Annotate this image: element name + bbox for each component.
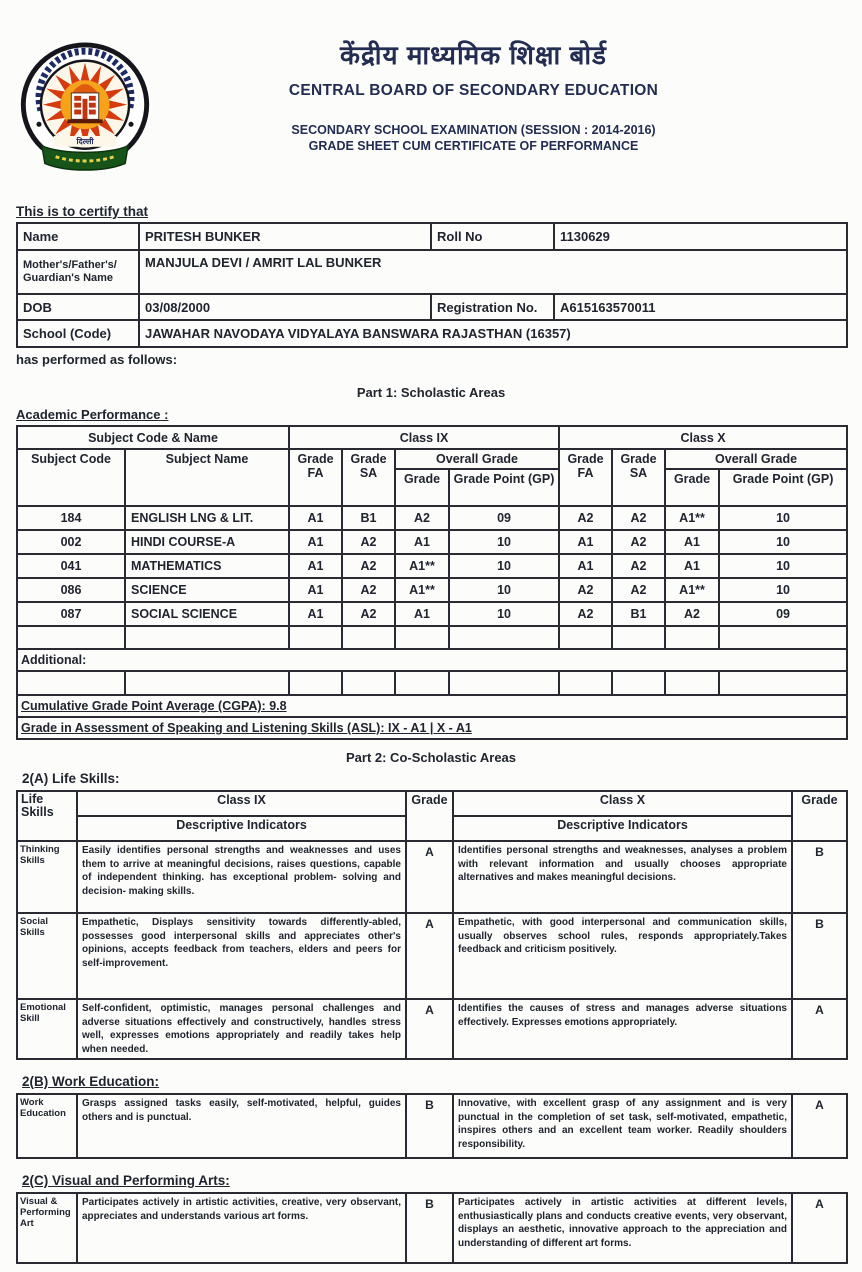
part2-title: Part 2: Co-Scholastic Areas [345,750,517,765]
student-info-table [16,222,848,348]
grade-cell: A2 [612,578,665,602]
name-value: PRITESH BUNKER [139,223,431,250]
descriptive-x: Participates actively in artistic activities at different levels, enthusiastically plans and conducts creative events, very observant, displays an aesthetic, innovative approach to the appreciation and understanding of different art forms. [453,1193,792,1263]
descriptive-ix: Easily identifies personal strengths and weaknesses and uses them to arrive at meaningful decisions, raises questions, capable of independent thinking. has exceptional problem- solving and decision- making skills. [77,841,406,913]
grade-ix: A [406,841,453,913]
descriptive-ix: Participates actively in artistic activities, creative, very observant, appreciates and understands various art forms. [77,1193,406,1263]
overall-grade-x-header: Overall Grade [665,449,847,469]
logo-city-text: दिल्ली [76,136,94,146]
additional-label: Additional: [17,649,847,671]
table-row [17,320,847,347]
skill-row [17,999,847,1059]
grade-point-cell: 10 [449,602,559,626]
grade-point-cell: 10 [719,506,847,530]
grade-cell: A2 [342,554,395,578]
grade-cell: A1 [289,554,342,578]
name-label: Name [17,223,139,250]
class-x-header: Class X [453,791,792,816]
roll-label: Roll No [431,223,554,250]
grade-x-header: Grade [665,469,719,506]
grade-point-cell: 10 [719,530,847,554]
subject-code-cell: 002 [17,530,125,554]
grade-cell: A2 [559,602,612,626]
skill-label: Work Education [17,1094,77,1158]
subject-code-header: Subject Code [17,449,125,506]
grade-x: A [792,1094,847,1158]
table-row [17,250,847,294]
grade-x-header: Grade [792,791,847,841]
grade-cell: A1 [559,530,612,554]
grade-x: B [792,913,847,999]
descriptive-x: Identifies the causes of stress and manages adverse situations effectively. Expresses emotions appropriately. [453,999,792,1059]
life-skills-col-header: Life Skills [17,791,77,841]
grade-cell: A2 [395,506,449,530]
board-name: CENTRAL BOARD OF SECONDARY EDUCATION [288,82,659,99]
visual-arts-table [16,1192,848,1264]
title-hindi: केंद्रीय माध्यमिक शिक्षा बोर्ड [340,40,607,70]
grade-point-cell: 10 [449,554,559,578]
skill-row [17,913,847,999]
subject-row [17,530,847,554]
table-row [17,449,847,469]
registration-value: A615163570011 [554,294,847,320]
asl-line: Grade in Assessment of Speaking and Listening Skills (ASL): IX - A1 | X - A1 [21,721,472,735]
subject-code-cell: 087 [17,602,125,626]
roll-value: 1130629 [554,223,847,250]
asl-row [17,717,847,739]
skill-label: Social Skills [17,913,77,999]
logo-ring-dot-left [36,122,41,127]
grade-cell: A2 [342,530,395,554]
empty-row [17,671,847,695]
descriptive-x: Empathetic, with good interpersonal and communication skills, usually observes school rules, responds appropriately.Takes feedback and criticism positively. [453,913,792,999]
skill-label: Visual & Performing Art [17,1193,77,1263]
work-education-table [16,1093,848,1159]
descriptive-x: Identifies personal strengths and weaknesses, analyses a problem with relevant information and usually chooses appropriate alternatives and makes meaningful decisions. [453,841,792,913]
grade-cell: A2 [559,578,612,602]
descriptive-indicators-ix-header: Descriptive Indicators [77,816,406,841]
grade-cell: A2 [559,506,612,530]
grade-cell: A2 [612,506,665,530]
grades-table [16,425,848,740]
table-row [17,426,847,449]
grade-cell: A1 [559,554,612,578]
subject-code-name-header: Subject Code & Name [17,426,289,449]
life-skills-label: 2(A) Life Skills: [22,771,120,786]
visual-arts-label: 2(C) Visual and Performing Arts: [22,1173,230,1188]
school-value: JAWAHAR NAVODAYA VIDYALAYA BANSWARA RAJASTHAN (16357) [139,320,847,347]
school-label: School (Code) [17,320,139,347]
grade-point-cell: 10 [449,530,559,554]
grade-cell: A1 [289,530,342,554]
subject-code-cell: 086 [17,578,125,602]
grade-cell: A1 [289,578,342,602]
subject-row [17,506,847,530]
subject-name-cell: ENGLISH LNG & LIT. [125,506,289,530]
grade-fa-ix-header: Grade FA [289,449,342,506]
grade-cell: B1 [612,602,665,626]
overall-grade-ix-header: Overall Grade [395,449,559,469]
grade-cell: A2 [342,578,395,602]
logo-building-base [67,119,102,123]
subject-name-cell: SCIENCE [125,578,289,602]
grade-cell: A1 [289,602,342,626]
grade-point-ix-header: Grade Point (GP) [449,469,559,506]
header [0,0,862,160]
guardian-value: MANJULA DEVI / AMRIT LAL BUNKER [139,250,847,294]
grade-point-cell: 10 [719,578,847,602]
grade-cell: A1** [395,578,449,602]
certify-intro: This is to certify that [16,204,149,219]
part1-title: Part 1: Scholastic Areas [356,385,506,400]
subject-name-cell: SOCIAL SCIENCE [125,602,289,626]
grade-sa-ix-header: Grade SA [342,449,395,506]
skill-label: Thinking Skills [17,841,77,913]
grade-point-x-header: Grade Point (GP) [719,469,847,506]
descriptive-x: Innovative, with excellent grasp of any assignment and is very punctual in the completion of set task, self-motivated, empathetic, inspires others and an excellent team worker. Readily shoulders responsibility. [453,1094,792,1158]
additional-row [17,649,847,671]
grade-point-cell: 09 [719,602,847,626]
skill-row [17,841,847,913]
certify-outro: has performed as follows: [16,352,178,367]
descriptive-indicators-x-header: Descriptive Indicators [453,816,792,841]
cbse-logo [16,42,154,184]
grade-cell: A1 [395,530,449,554]
registration-label: Registration No. [431,294,554,320]
cgpa-row [17,695,847,717]
subject-name-header: Subject Name [125,449,289,506]
grade-ix-header: Grade [406,791,453,841]
dob-value: 03/08/2000 [139,294,431,320]
grade-cell: A2 [612,530,665,554]
exam-session: SECONDARY SCHOOL EXAMINATION (SESSION : 2014-2016) [291,123,656,137]
academic-performance-label: Academic Performance : [16,407,169,422]
dob-label: DOB [17,294,139,320]
cgpa-line: Cumulative Grade Point Average (CGPA): 9.8 [21,699,287,713]
table-row [17,223,847,250]
table-row [17,791,847,816]
table-row [17,294,847,320]
grade-cell: A1 [395,602,449,626]
grade-cell: A2 [612,554,665,578]
grade-x: A [792,1193,847,1263]
grade-cell: A2 [665,602,719,626]
subject-code-cell: 041 [17,554,125,578]
grade-cell: B1 [342,506,395,530]
grade-ix-header: Grade [395,469,449,506]
class-x-header: Class X [559,426,847,449]
grade-point-cell: 09 [449,506,559,530]
grade-point-cell: 10 [719,554,847,578]
descriptive-ix: Empathetic, Displays sensitivity towards differently-abled, possesses good interpersonal skills and appreciates other's opinions, accepts feedback from teachers, elders and peers for self-improvement. [77,913,406,999]
descriptive-ix: Grasps assigned tasks easily, self-motivated, helpful, guides others and is punctual. [77,1094,406,1158]
grade-ix: A [406,913,453,999]
class-ix-header: Class IX [77,791,406,816]
work-education-label: 2(B) Work Education: [22,1074,160,1089]
skill-row [17,1193,847,1263]
grade-cell: A1** [395,554,449,578]
life-skills-table [16,790,848,1060]
skill-label: Emotional Skill [17,999,77,1059]
grade-ix: B [406,1193,453,1263]
grade-sa-x-header: Grade SA [612,449,665,506]
subject-row [17,554,847,578]
subject-row [17,602,847,626]
grade-ix: A [406,999,453,1059]
subject-name-cell: MATHEMATICS [125,554,289,578]
doc-title: GRADE SHEET CUM CERTIFICATE OF PERFORMANCE [308,139,639,153]
skill-row [17,1094,847,1158]
grade-point-cell: 10 [449,578,559,602]
content [0,204,862,1264]
descriptive-ix: Self-confident, optimistic, manages personal challenges and adverse situations effectively and constructively, handles stress well, expresses emotions appropriately and readily takes help when needed. [77,999,406,1059]
grade-cell: A1 [665,530,719,554]
subject-code-cell: 184 [17,506,125,530]
grade-x: A [792,999,847,1059]
grade-cell: A1** [665,506,719,530]
guardian-label: Mother's/Father's/ Guardian's Name [17,250,139,294]
empty-row [17,626,847,649]
subject-row [17,578,847,602]
grade-x: B [792,841,847,913]
grade-cell: A1** [665,578,719,602]
grade-fa-x-header: Grade FA [559,449,612,506]
logo-ring-dot-right [128,122,133,127]
class-ix-header: Class IX [289,426,559,449]
grade-cell: A1 [665,554,719,578]
grade-cell: A1 [289,506,342,530]
grade-cell: A2 [342,602,395,626]
subject-name-cell: HINDI COURSE-A [125,530,289,554]
grade-ix: B [406,1094,453,1158]
